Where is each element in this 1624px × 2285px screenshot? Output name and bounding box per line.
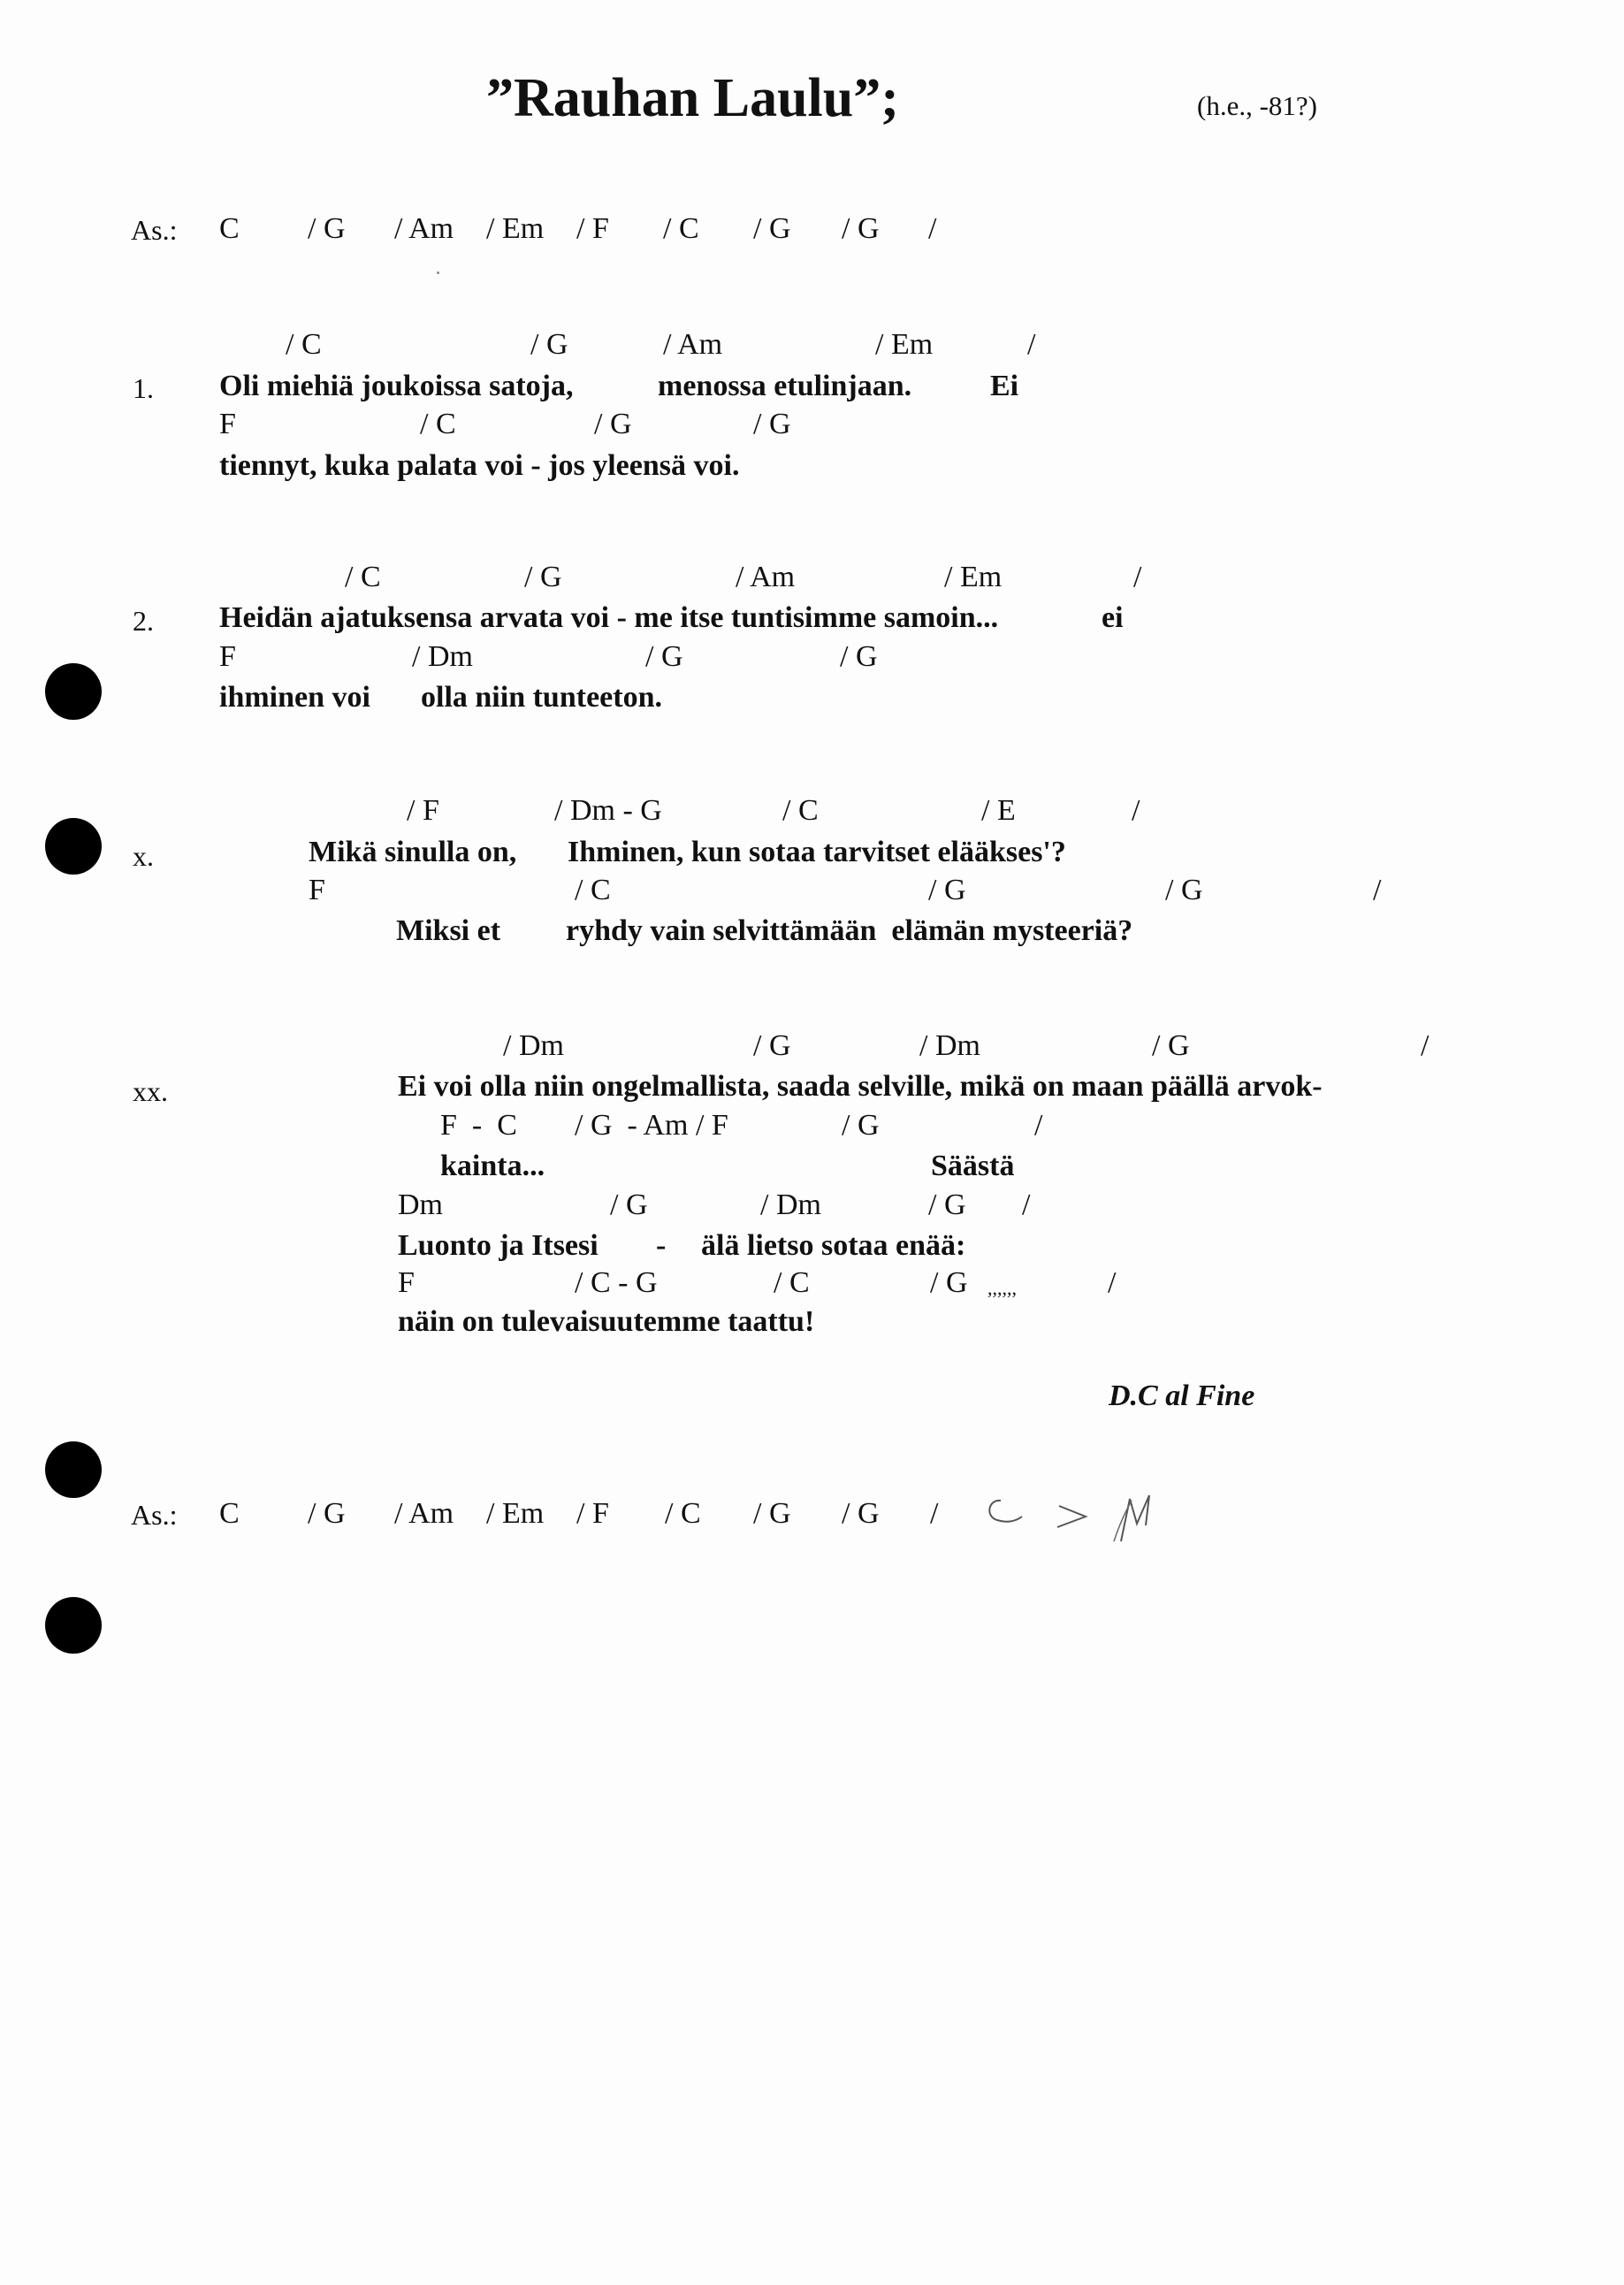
lyric: kainta... — [440, 1150, 545, 1182]
chord: / Em — [486, 212, 545, 245]
lyric: näin on tulevaisuutemme taattu! — [398, 1305, 815, 1338]
binder-hole-3 — [45, 1441, 102, 1498]
chord: / — [1132, 794, 1140, 827]
lyric: Heidän ajatuksensa arvata voi - me itse tuntisimme samoin... — [219, 601, 999, 634]
chord: / G — [524, 561, 562, 593]
chord: / C - G — [575, 1266, 658, 1299]
chord: / Em — [944, 561, 1003, 593]
chord: / G — [530, 328, 568, 361]
chord: / G — [1165, 874, 1203, 906]
chord: / — [1027, 328, 1036, 361]
chord: / — [1373, 874, 1382, 906]
chord: / G - Am / F — [575, 1109, 728, 1142]
chord: / Am — [736, 561, 796, 593]
verse-number: 1. — [133, 372, 154, 404]
scan-speck — [437, 271, 439, 274]
chord: / — [1034, 1109, 1043, 1142]
chord: / G — [308, 212, 346, 245]
lyric: Oli miehiä joukoissa satoja, — [219, 370, 574, 402]
chord: / G — [753, 1029, 791, 1062]
chord: C — [219, 212, 240, 245]
chord: / G — [610, 1188, 648, 1221]
fine-marker: D.C al Fine — [1109, 1379, 1255, 1412]
page-title: ”Rauhan Laulu”; — [486, 68, 899, 128]
binder-hole-2 — [45, 818, 102, 875]
chord: / Dm - G — [554, 794, 662, 827]
chorus-label: xx. — [133, 1075, 168, 1107]
binder-hole-4 — [45, 1597, 102, 1654]
chord: / G — [842, 1497, 880, 1530]
chord: / C — [663, 212, 699, 245]
chord: C — [219, 1497, 240, 1530]
chord: / C — [345, 561, 381, 593]
intro-label: As.: — [131, 214, 178, 246]
chord: / C — [420, 408, 456, 440]
attribution: (h.e., -81?) — [1197, 90, 1317, 121]
chord: / — [928, 212, 937, 245]
lyric: Ei voi olla niin ongelmallista, saada selville, mikä on maan päällä arvok- — [398, 1070, 1323, 1103]
chord: / Dm — [919, 1029, 980, 1062]
chord: / G — [930, 1266, 968, 1299]
chord: / G — [753, 408, 791, 440]
chord: / C — [665, 1497, 701, 1530]
chord: F — [309, 874, 325, 906]
chord: / Am — [394, 1497, 454, 1530]
chorus-label: x. — [133, 840, 154, 872]
chord: / F — [407, 794, 439, 827]
chord: F - C — [440, 1109, 517, 1142]
lyric: tiennyt, kuka palata voi - jos yleensä voi. — [219, 449, 740, 482]
lyric: ihminen voi — [219, 681, 370, 714]
chord: / C — [774, 1266, 810, 1299]
chord: / C — [286, 328, 322, 361]
chord: / G — [928, 1188, 966, 1221]
lyric: - — [656, 1229, 667, 1262]
lyric: menossa etulinjaan. — [658, 370, 912, 402]
chord: / Am — [394, 212, 454, 245]
chord: / G — [842, 212, 880, 245]
chord: / G — [308, 1497, 346, 1530]
chord: / G — [753, 1497, 791, 1530]
chord: F — [219, 408, 236, 440]
chord: / Em — [875, 328, 934, 361]
chord: / F — [576, 212, 609, 245]
lyric: Miksi et — [396, 914, 501, 947]
chord: / Dm — [503, 1029, 564, 1062]
binder-hole-1 — [45, 663, 102, 720]
lyric: olla niin tunteeton. — [421, 681, 662, 714]
lyric: ei — [1102, 601, 1124, 634]
chord: / F — [576, 1497, 609, 1530]
verse-number: 2. — [133, 605, 154, 637]
chord: ,,,,,, — [987, 1277, 1017, 1299]
handwritten-annotation — [981, 1490, 1176, 1552]
lyric: Luonto ja Itsesi — [398, 1229, 599, 1262]
lyric: Ihminen, kun sotaa tarvitset elääkses'? — [568, 836, 1066, 868]
chord: / G — [842, 1109, 880, 1142]
chord: / G — [928, 874, 966, 906]
chord: / Em — [486, 1497, 545, 1530]
chord: / E — [981, 794, 1016, 827]
chord: / — [1108, 1266, 1117, 1299]
chord: / G — [1152, 1029, 1190, 1062]
chord: / Am — [663, 328, 723, 361]
chord: / G — [645, 640, 683, 673]
chord: / G — [753, 212, 791, 245]
chord: / — [1022, 1188, 1031, 1221]
chord: / C — [575, 874, 611, 906]
lyric: Mikä sinulla on, — [309, 836, 517, 868]
chord: / G — [840, 640, 878, 673]
chord: / C — [782, 794, 819, 827]
outro-label: As.: — [131, 1499, 178, 1531]
chord: F — [398, 1266, 415, 1299]
lyric: Ei — [990, 370, 1019, 402]
chord: / — [1133, 561, 1142, 593]
chord: Dm — [398, 1188, 443, 1221]
lyric: Säästä — [931, 1150, 1015, 1182]
chord: / Dm — [412, 640, 473, 673]
chord: F — [219, 640, 236, 673]
chord: / G — [594, 408, 632, 440]
chord: / — [930, 1497, 939, 1530]
chord: / — [1421, 1029, 1430, 1062]
lyric: ryhdy vain selvittämään elämän mysteeriä? — [566, 914, 1133, 947]
lyric: älä lietso sotaa enää: — [701, 1229, 966, 1262]
chord: / Dm — [760, 1188, 821, 1221]
